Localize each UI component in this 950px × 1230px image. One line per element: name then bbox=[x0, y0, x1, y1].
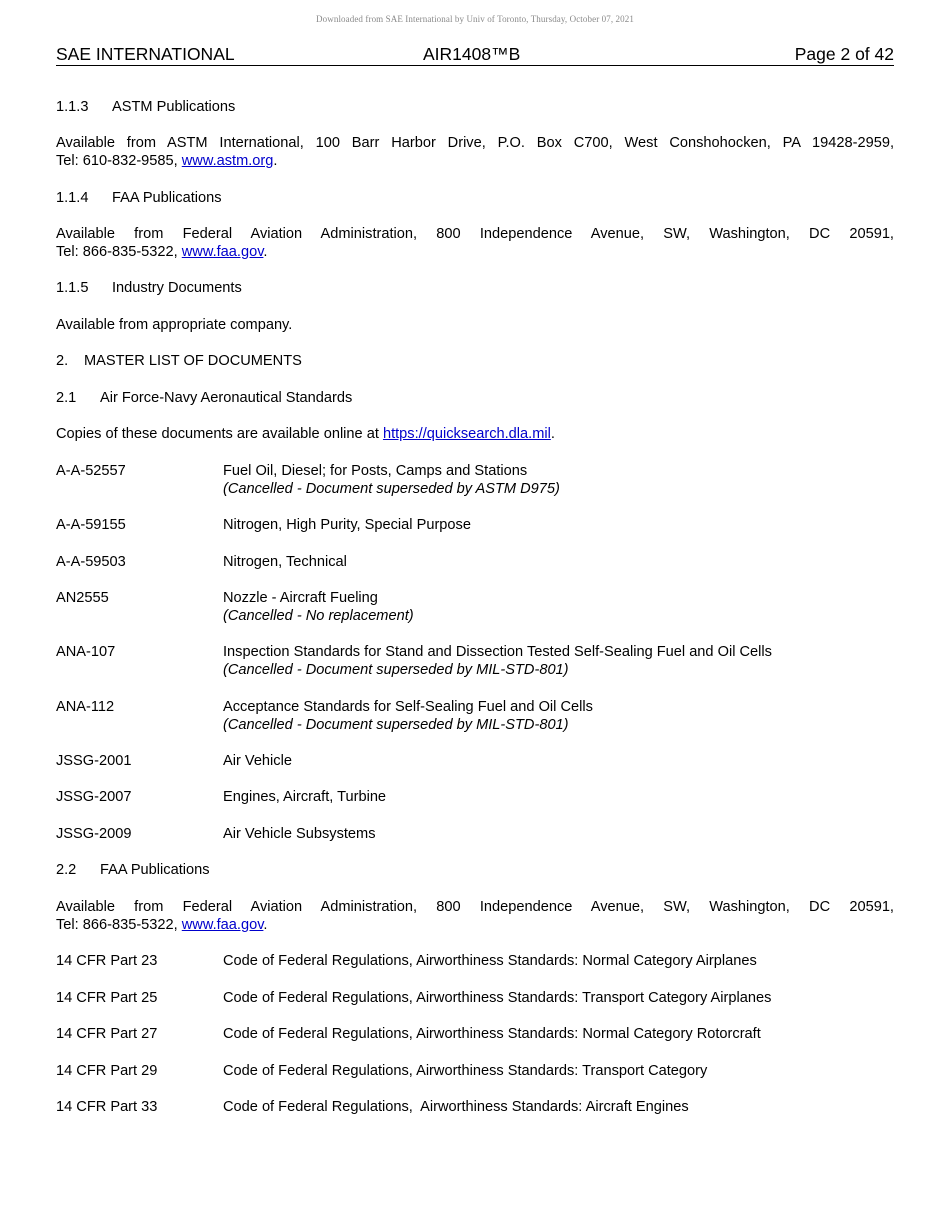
paragraph-line: Available from ASTM International, 100 Barr Harbor Drive, P.O. Box C700, West Conshohocken, PA 19428-2959, bbox=[56, 135, 894, 151]
doc-code: JSSG-2001 bbox=[56, 753, 132, 769]
section-paragraph-1-1-5: Available from appropriate company. bbox=[56, 317, 293, 333]
paragraph-text: . bbox=[263, 917, 268, 933]
doc-title: Nitrogen, Technical bbox=[223, 554, 347, 570]
doc-title: Air Vehicle Subsystems bbox=[223, 826, 376, 842]
paragraph-line-2 bbox=[56, 916, 894, 934]
doc-title: Nozzle - Aircraft Fueling bbox=[223, 590, 378, 606]
doc-status-note: (Cancelled - Document superseded by ASTM D975) bbox=[223, 481, 560, 497]
doc-description bbox=[223, 788, 894, 806]
paragraph-text: . bbox=[263, 244, 268, 260]
doc-title: Air Vehicle bbox=[223, 753, 292, 769]
section-heading-1-1-3 bbox=[56, 98, 235, 116]
section-paragraph-1-1-4 bbox=[56, 225, 894, 261]
page-header bbox=[56, 43, 894, 66]
section-heading-1-1-4 bbox=[56, 189, 222, 207]
section-number: 2.1 bbox=[56, 390, 77, 406]
section-title: Air Force-Navy Aeronautical Standards bbox=[100, 390, 353, 406]
doc-title: Nitrogen, High Purity, Special Purpose bbox=[223, 517, 471, 533]
section-title: FAA Publications bbox=[100, 862, 210, 878]
doc-code: 14 CFR Part 27 bbox=[56, 1026, 158, 1042]
doc-code: 14 CFR Part 33 bbox=[56, 1099, 158, 1115]
doc-status-note: (Cancelled - No replacement) bbox=[223, 608, 414, 624]
doc-title: Code of Federal Regulations, Airworthiness Standards: Transport Category bbox=[223, 1063, 708, 1079]
faa-website-link[interactable]: www.faa.gov bbox=[181, 917, 264, 933]
doc-title: Inspection Standards for Stand and Dissection Tested Self-Sealing Fuel and Oil Cells bbox=[223, 644, 772, 660]
paragraph-line: Available from Federal Aviation Administration, 800 Independence Avenue, SW, Washington, DC 20591, bbox=[56, 899, 894, 915]
doc-description bbox=[223, 462, 894, 498]
paragraph-text: Tel: 610-832-9585, bbox=[56, 153, 182, 169]
download-watermark: Downloaded from SAE International by Univ of Toronto, Thursday, October 07, 2021 bbox=[316, 14, 634, 24]
doc-description bbox=[223, 752, 894, 770]
doc-status-note: (Cancelled - Document superseded by MIL-STD-801) bbox=[223, 662, 569, 678]
section-number: 2.2 bbox=[56, 862, 77, 878]
paragraph-line-2 bbox=[56, 243, 894, 261]
doc-title: Code of Federal Regulations, Airworthiness Standards: Normal Category Rotorcraft bbox=[223, 1026, 761, 1042]
doc-description bbox=[223, 698, 894, 734]
section-title: ASTM Publications bbox=[112, 99, 236, 115]
doc-code: JSSG-2009 bbox=[56, 826, 132, 842]
doc-description bbox=[223, 516, 894, 534]
doc-title: Fuel Oil, Diesel; for Posts, Camps and Stations bbox=[223, 463, 528, 479]
doc-code: ANA-107 bbox=[56, 644, 116, 660]
doc-code: AN2555 bbox=[56, 590, 109, 606]
paragraph-text: Copies of these documents are available online at bbox=[56, 426, 383, 442]
section-number: 1.1.4 bbox=[56, 190, 89, 206]
header-document-id: AIR1408™B bbox=[423, 44, 521, 64]
section-paragraph-2-1 bbox=[56, 425, 555, 443]
astm-website-link[interactable]: www.astm.org bbox=[181, 153, 274, 169]
paragraph-line: Available from Federal Aviation Administration, 800 Independence Avenue, SW, Washington, DC 20591, bbox=[56, 226, 894, 242]
section-number: 1.1.3 bbox=[56, 99, 89, 115]
doc-description bbox=[223, 643, 894, 679]
paragraph-text: Tel: 866-835-5322, bbox=[56, 244, 182, 260]
doc-code: 14 CFR Part 29 bbox=[56, 1063, 158, 1079]
section-heading-2 bbox=[56, 352, 302, 370]
section-paragraph-1-1-3 bbox=[56, 134, 894, 170]
quicksearch-link[interactable]: https://quicksearch.dla.mil bbox=[382, 426, 551, 442]
section-heading-1-1-5 bbox=[56, 279, 242, 297]
doc-code: JSSG-2007 bbox=[56, 789, 132, 805]
paragraph-text: . bbox=[273, 153, 278, 169]
paragraph-text: . bbox=[550, 426, 555, 442]
doc-code: A-A-59155 bbox=[56, 517, 126, 533]
section-number: 1.1.5 bbox=[56, 280, 89, 296]
section-title: FAA Publications bbox=[112, 190, 222, 206]
doc-description bbox=[223, 589, 894, 625]
doc-code: 14 CFR Part 23 bbox=[56, 953, 158, 969]
doc-code: 14 CFR Part 25 bbox=[56, 990, 158, 1006]
section-number: 2. bbox=[56, 353, 69, 369]
header-organization: SAE INTERNATIONAL bbox=[56, 44, 235, 64]
doc-title: Engines, Aircraft, Turbine bbox=[223, 789, 387, 805]
section-title: MASTER LIST OF DOCUMENTS bbox=[84, 353, 302, 369]
section-heading-2-2 bbox=[56, 861, 210, 879]
doc-title: Code of Federal Regulations, Airworthiness Standards: Transport Category Airplanes bbox=[223, 990, 772, 1006]
paragraph-text: Tel: 866-835-5322, bbox=[56, 917, 182, 933]
doc-title: Code of Federal Regulations, Airworthiness Standards: Normal Category Airplanes bbox=[223, 953, 757, 969]
doc-status-note: (Cancelled - Document superseded by MIL-STD-801) bbox=[223, 717, 569, 733]
doc-title: Acceptance Standards for Self-Sealing Fuel and Oil Cells bbox=[223, 699, 593, 715]
doc-code: A-A-52557 bbox=[56, 463, 126, 479]
doc-description bbox=[223, 825, 894, 843]
faa-website-link[interactable]: www.faa.gov bbox=[181, 244, 264, 260]
section-heading-2-1 bbox=[56, 389, 352, 407]
header-page-number: Page 2 of 42 bbox=[794, 44, 894, 64]
paragraph-line-2 bbox=[56, 152, 894, 170]
doc-title: Code of Federal Regulations, Airworthiness Standards: Aircraft Engines bbox=[223, 1099, 689, 1115]
doc-code: A-A-59503 bbox=[56, 554, 126, 570]
section-title: Industry Documents bbox=[112, 280, 242, 296]
section-paragraph-2-2 bbox=[56, 898, 894, 934]
doc-description bbox=[223, 553, 894, 571]
document-page bbox=[56, 0, 894, 1230]
doc-code: ANA-112 bbox=[56, 699, 115, 715]
